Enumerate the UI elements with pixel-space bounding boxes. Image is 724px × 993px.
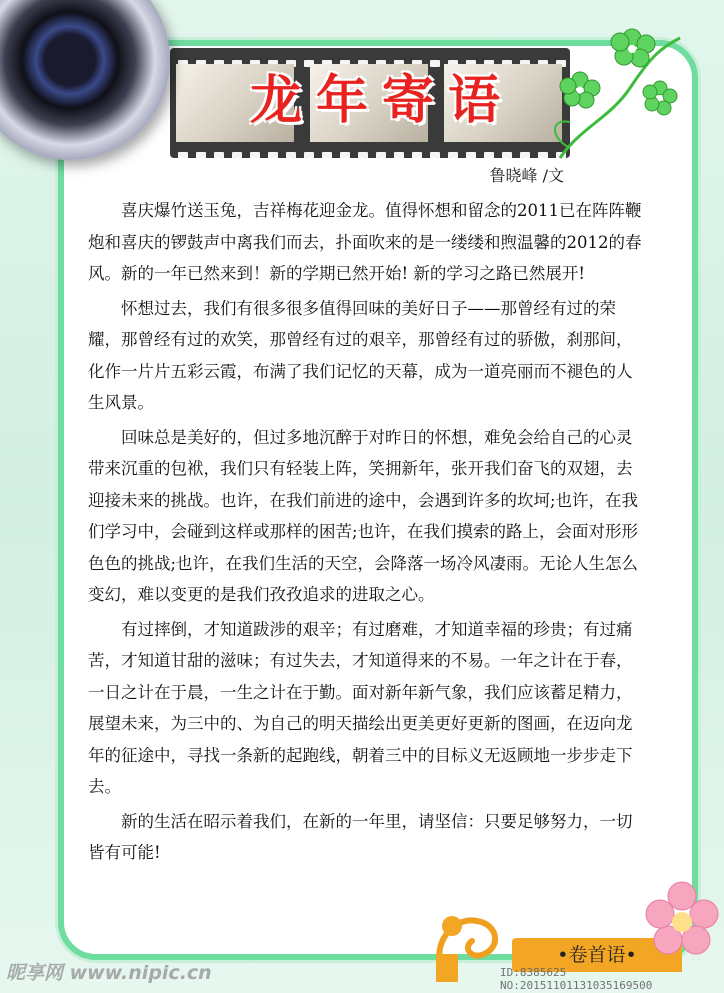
author-byline: 鲁晓峰 /文 [489,166,564,185]
image-id-label: ID:8385625 NO:20151101131035169500 [500,966,653,992]
page-title: 龙年寄语 [249,71,514,131]
section-badge: •卷首语• [512,938,682,972]
pink-flower-icon [640,878,724,962]
dragon-icon [422,896,512,986]
film-holes-top [170,52,570,62]
watermark: 昵享网 www.nipic.cn [6,962,212,984]
paragraph: 怀想过去，我们有很多很多值得回味的美好日子——那曾经有过的荣耀，那曾经有过的欢笑，那曾经有过的艰辛，那曾经有过的骄傲，刹那间，化作一片片五彩云霞，布满了我们记忆的天幕，成为一道亮丽而不褪色的人生风景。 [88,298,633,412]
paragraph: 有过摔倒，才知道跋涉的艰辛；有过磨难，才知道幸福的珍贵；有过痛苦，才知道甘甜的滋味；有过失去，才知道得来的不易。一年之计在于春，一日之计在于晨，一生之计在于勤。面对新年新气象，我们应该蓄足精力，展望未来，为三中的、为自己的明天描绘出更美更好更新的图画，在迈向龙年的征途中，寻找一条新的起跑线，朝着三中的目标义无返顾地一步步走下去。 [88,619,633,796]
paragraph: 喜庆爆竹送玉兔，吉祥梅花迎金龙。值得怀想和留念的2011已在阵阵鞭炮和喜庆的锣鼓声中离我们而去，扑面吹来的是一缕缕和煦温馨的2012的春风。新的一年已然来到！新的学期已然开始! 新的学习之路已然展开! [88,201,642,283]
green-flowers-icon [540,18,690,168]
paragraph: 回味总是美好的，但过多地沉醉于对昨日的怀想，难免会给自己的心灵带来沉重的包袱，我们只有轻装上阵，笑拥新年，张开我们奋飞的双翅，去迎接未来的挑战。也许，在我们前进的途中，会遇到许多的坎坷;也许，在我们学习中，会碰到这样或那样的困苦;也许，在我们摸索的路上，会面对形形色色的挑战;也许，在我们生活的天空，会降落一场冷风凄雨。无论人生怎么变幻，难以变更的是我们孜孜追求的进取之心。 [88,427,639,604]
article-body [88,195,648,872]
film-holes-bottom [170,144,570,154]
paragraph: 新的生活在昭示着我们，在新的一年里，请坚信：只要足够努力，一切皆有可能! [88,811,633,862]
